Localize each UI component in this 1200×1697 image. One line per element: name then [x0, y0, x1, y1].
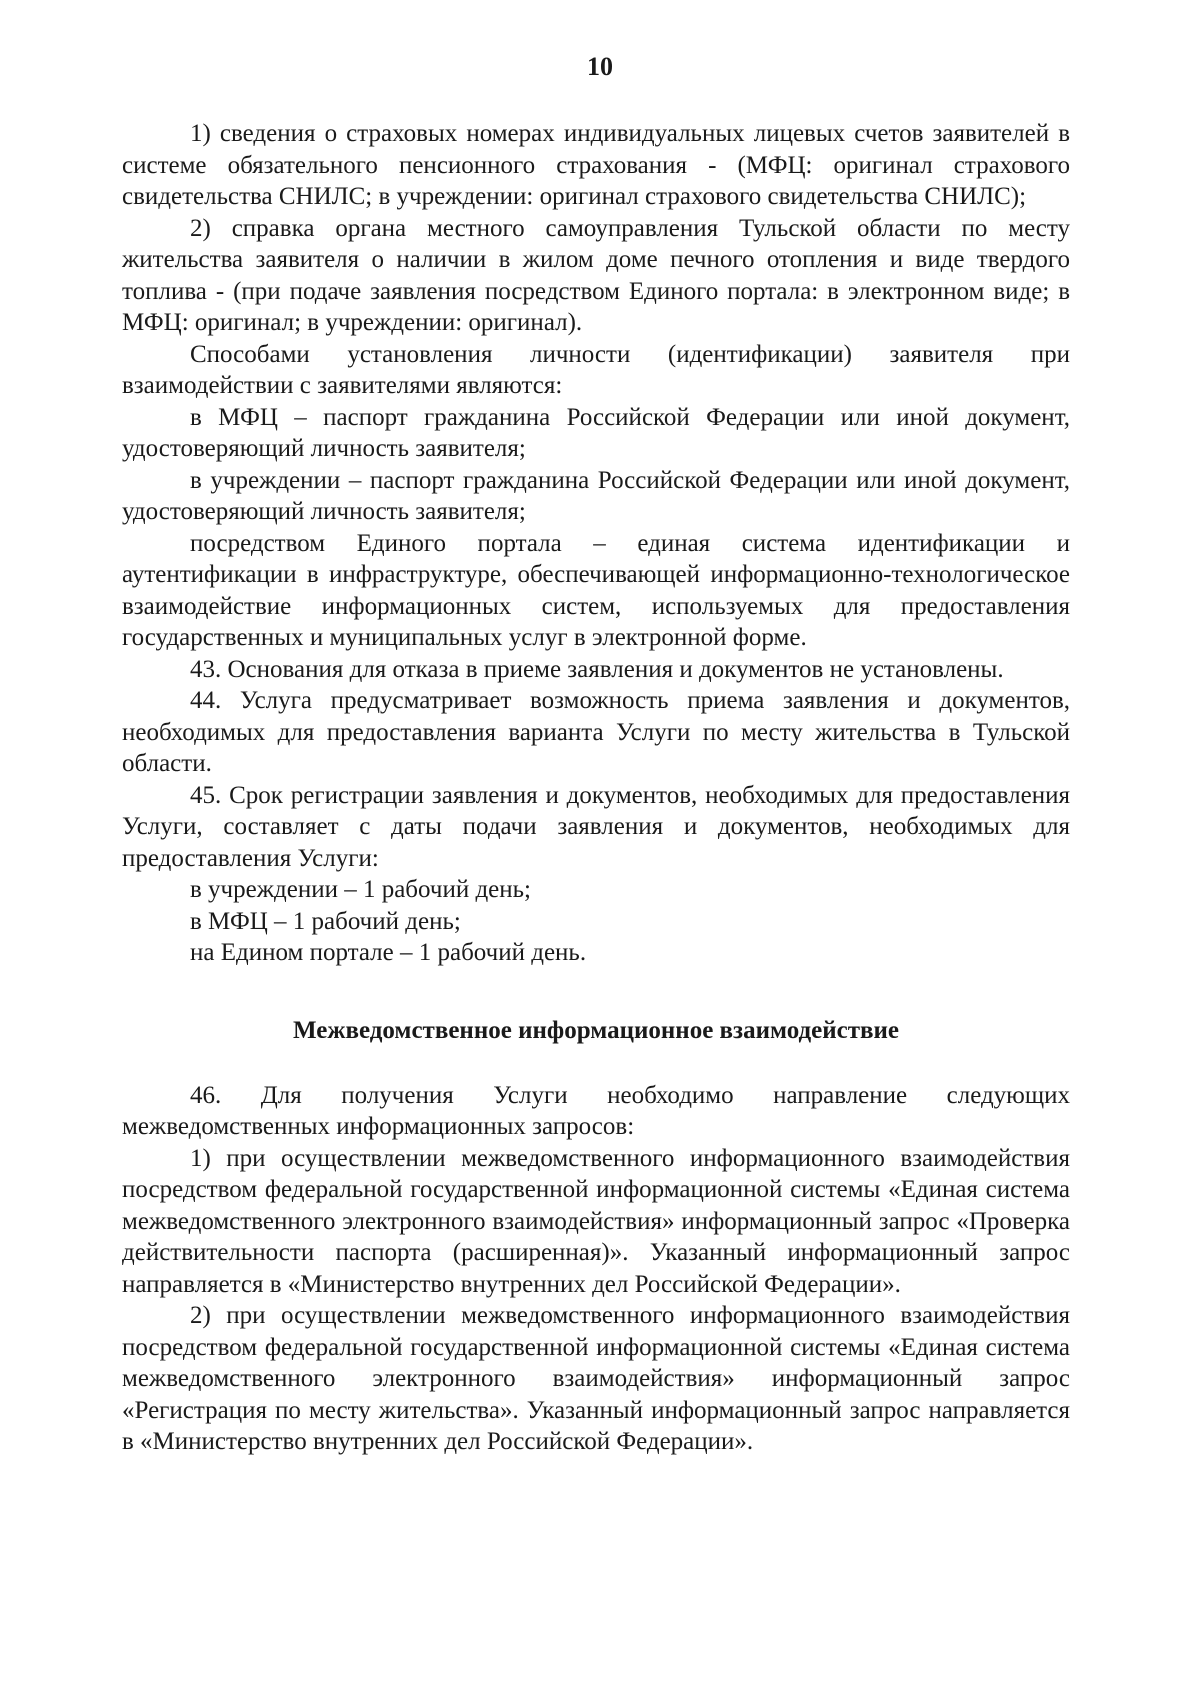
paragraph-45: 45. Срок регистрации заявления и документов, необходимых для предоставления Услуги, составляет с даты подачи заявления и документов, необходимых для предоставления Услуги: [122, 781, 1070, 872]
paragraph-46-item-1: 1) при осуществлении межведомственного информационного взаимодействия посредством федеральной государственной информационной системы «Единая система межведомственного электронного взаимодействия» информационный запрос «Проверка действительности паспорта (расширенная)». Указанный информационный запрос направляется в «Министерство внутренних дел Российской Федерации». [122, 1144, 1070, 1298]
paragraph-44: 44. Услуга предусматривает возможность приема заявления и документов, необходимых для предоставления варианта Услуги по месту жительства в Тульской области. [122, 687, 1070, 777]
paragraph-43: 43. Основания для отказа в приеме заявления и документов не установлены. [190, 655, 1004, 683]
paragraph-item-2-heating-certificate: 2) справка органа местного самоуправления Тульской области по месту жительства заявителя о наличии в жилом доме печного отопления и виде твердого топлива - (при подаче заявления посредством Единого портала: в электронном виде; в МФЦ: оригинал; в учреждении: оригинал). [122, 214, 1070, 336]
paragraph-term-institution: в учреждении – 1 рабочий день; [190, 876, 531, 903]
page-number: 10 [587, 52, 613, 81]
paragraph-id-institution: в учреждении – паспорт гражданина Российской Федерации или иной документ, удостоверяющий личность заявителя; [122, 466, 1070, 525]
paragraph-item-1-snils: 1) сведения о страховых номерах индивидуальных лицевых счетов заявителей в системе обязательного пенсионного страхования - (МФЦ: оригинал страхового свидетельства СНИЛС; в учреждении: оригинал страхового свидетельства СНИЛС); [122, 120, 1070, 210]
paragraph-term-portal: на Едином портале – 1 рабочий день. [190, 939, 587, 966]
paragraph-identification-methods: Способами установления личности (идентификации) заявителя при взаимодействии с заявителями являются: [122, 340, 1070, 399]
paragraph-id-portal: посредством Единого портала – единая система идентификации и аутентификации в инфраструктуре, обеспечивающей информационно-технологическое взаимодействие информационных систем, используемых для предоставления государственных и муниципальных услуг в электронной форме. [122, 529, 1070, 651]
paragraph-46-item-2: 2) при осуществлении межведомственного информационного взаимодействия посредством федеральной государственной информационной системы «Единая система межведомственного электронного взаимодействия» информационный запрос «Регистрация по месту жительства». Указанный информационный запрос направляется в «Министерство внутренних дел Российской Федерации». [122, 1302, 1070, 1455]
paragraph-46: 46. Для получения Услуги необходимо направление следующих межведомственных информационных запросов: [122, 1081, 1070, 1140]
document-body [122, 118, 1070, 1458]
paragraph-term-mfc: в МФЦ – 1 рабочий день; [190, 907, 461, 935]
paragraph-id-mfc: в МФЦ – паспорт гражданина Российской Федерации или иной документ, удостоверяющий личность заявителя; [122, 403, 1070, 462]
section-heading: Межведомственное информационное взаимодействие [293, 1016, 899, 1044]
